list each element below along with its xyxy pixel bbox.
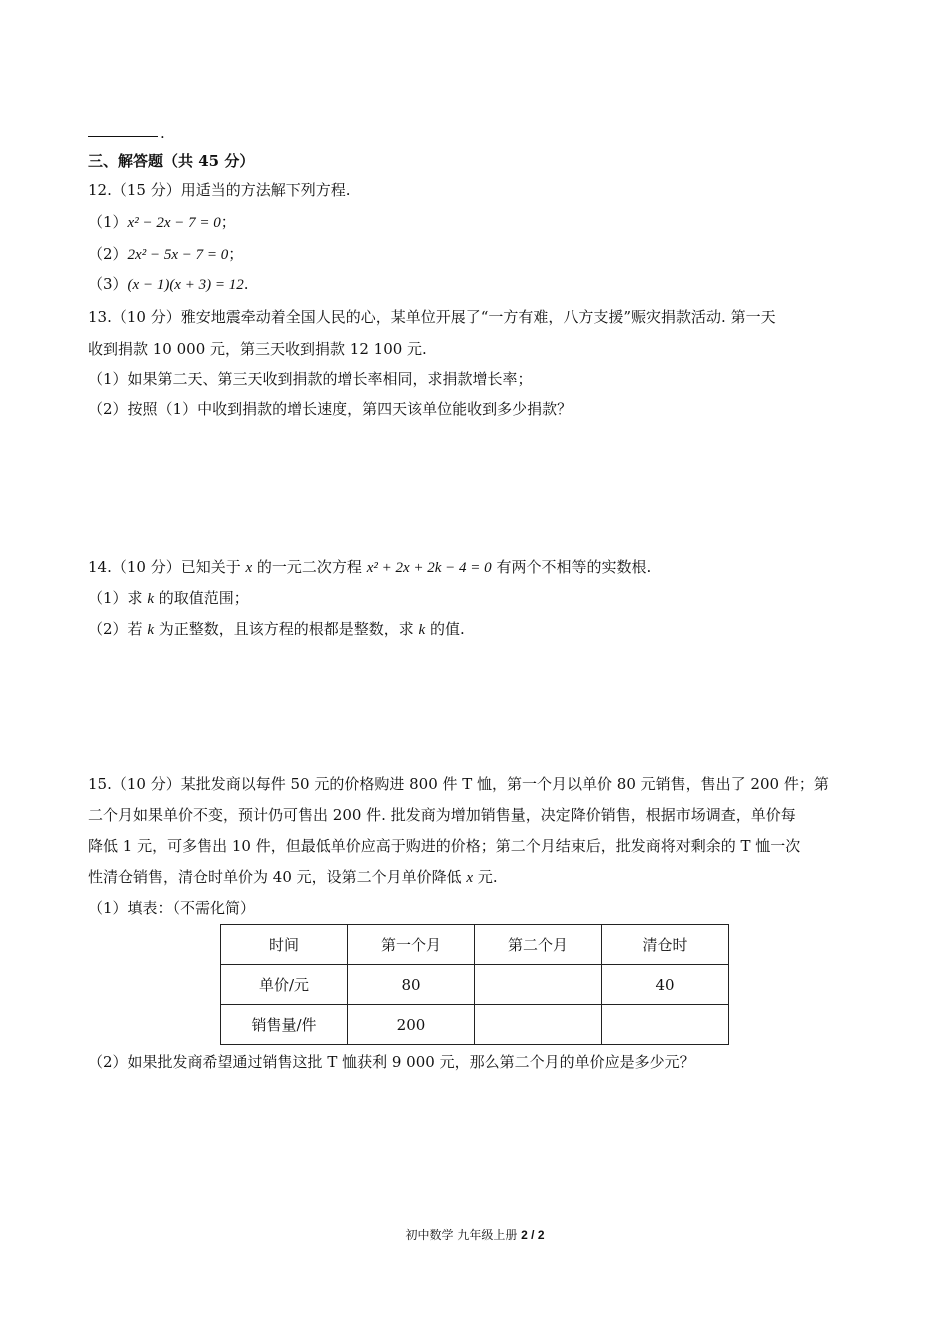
- table-cell: 80: [348, 965, 475, 1005]
- table-header-cell: 第二个月: [475, 925, 602, 965]
- table-header-cell: 第一个月: [348, 925, 475, 965]
- answer-blank-line: [88, 136, 158, 137]
- table-row: [221, 965, 729, 1005]
- q13-line2: 收到捐款 10 000 元，第三天收到捐款 12 100 元.: [88, 340, 427, 358]
- q13-part2: （2）按照（1）中收到捐款的增长速度，第四天该单位能收到多少捐款？: [88, 400, 573, 418]
- table-cell: 200: [348, 1005, 475, 1045]
- q12-part3: [88, 273, 249, 296]
- q12-stem: 12.（15 分）用适当的方法解下列方程.: [88, 181, 351, 199]
- table-header-cell: 清仓时: [602, 925, 729, 965]
- page-footer: [0, 1226, 950, 1243]
- table-header-row: [221, 925, 729, 965]
- text: 为正整数，且该方程的根都是整数，求: [153, 620, 419, 638]
- punct: ；: [228, 245, 244, 263]
- table-header-cell: 时间: [221, 925, 348, 965]
- q14-part2: [88, 618, 465, 641]
- table-cell: 单价/元: [221, 965, 348, 1005]
- q15-line4: [88, 866, 498, 889]
- q15-line1: 15.（10 分）某批发商以每件 50 元的价格购进 800 件 T 恤，第一个月以单价 80 元销售，售出了 200 件；第: [88, 775, 829, 793]
- var-k: k: [147, 591, 154, 607]
- var-x: x: [466, 870, 474, 886]
- text: 有两个不相等的实数根.: [491, 558, 652, 576]
- q14-stem: [88, 556, 651, 579]
- table-cell-blank: [602, 1005, 729, 1045]
- table-cell-blank: [475, 1005, 602, 1045]
- equation: 2x² − 5x − 7 = 0: [127, 247, 229, 263]
- fill-in-table: [220, 924, 729, 1045]
- section-title: 三、解答题（共 45 分）: [88, 152, 255, 170]
- q15-part2: （2）如果批发商希望通过销售这批 T 恤获利 9 000 元，那么第二个月的单价应是多少元？: [88, 1053, 695, 1071]
- text: 的值.: [425, 620, 465, 638]
- var-k: k: [418, 622, 426, 638]
- equation: (x − 1)(x + 3) = 12: [127, 277, 244, 293]
- text: （1）求: [88, 589, 148, 607]
- q14-part1: [88, 587, 249, 610]
- q15-line2: 二个月如果单价不变，预计仍可售出 200 件. 批发商为增加销售量，决定降价销售，根据市场调查，单价每: [88, 806, 796, 824]
- table-row: [221, 1005, 729, 1045]
- footer-text: 初中数学 九年级上册: [405, 1228, 522, 1242]
- q13-part1: （1）如果第二天、第三天收到捐款的增长率相同，求捐款增长率；: [88, 370, 533, 388]
- text: 元.: [473, 868, 498, 886]
- part-label: （2）: [88, 245, 128, 263]
- q12-part1: [88, 211, 236, 234]
- table-cell: 40: [602, 965, 729, 1005]
- text: 的取值范围；: [153, 589, 249, 607]
- punct: ；: [220, 213, 236, 231]
- punct: .: [243, 275, 249, 293]
- text: 的一元二次方程: [252, 558, 367, 576]
- q13-line1: 13.（10 分）雅安地震牵动着全国人民的心，某单位开展了“一方有难，八方支援”赈灾捐款活动. 第一天: [88, 308, 776, 326]
- text: （2）若: [88, 620, 148, 638]
- page-number: 2 / 2: [521, 1228, 545, 1242]
- text: 性清仓销售，清仓时单价为 40 元，设第二个月单价降低: [88, 868, 467, 886]
- text: 14.（10 分）已知关于: [88, 558, 246, 576]
- var-x: x: [245, 560, 253, 576]
- table-cell: 销售量/件: [221, 1005, 348, 1045]
- equation: x² − 2x − 7 = 0: [127, 215, 221, 231]
- equation: x² + 2x + 2k − 4 = 0: [366, 560, 492, 576]
- part-label: （3）: [88, 275, 128, 293]
- table-cell-blank: [475, 965, 602, 1005]
- part-label: （1）: [88, 213, 128, 231]
- q15-line3: 降低 1 元，可多售出 10 件，但最低单价应高于购进的价格；第二个月结束后，批发商将对剩余的 T 恤一次: [88, 837, 801, 855]
- blank-period: .: [160, 124, 165, 142]
- var-k: k: [147, 622, 154, 638]
- q12-part2: [88, 243, 243, 266]
- q15-part1: （1）填表：（不需化简）: [88, 899, 256, 917]
